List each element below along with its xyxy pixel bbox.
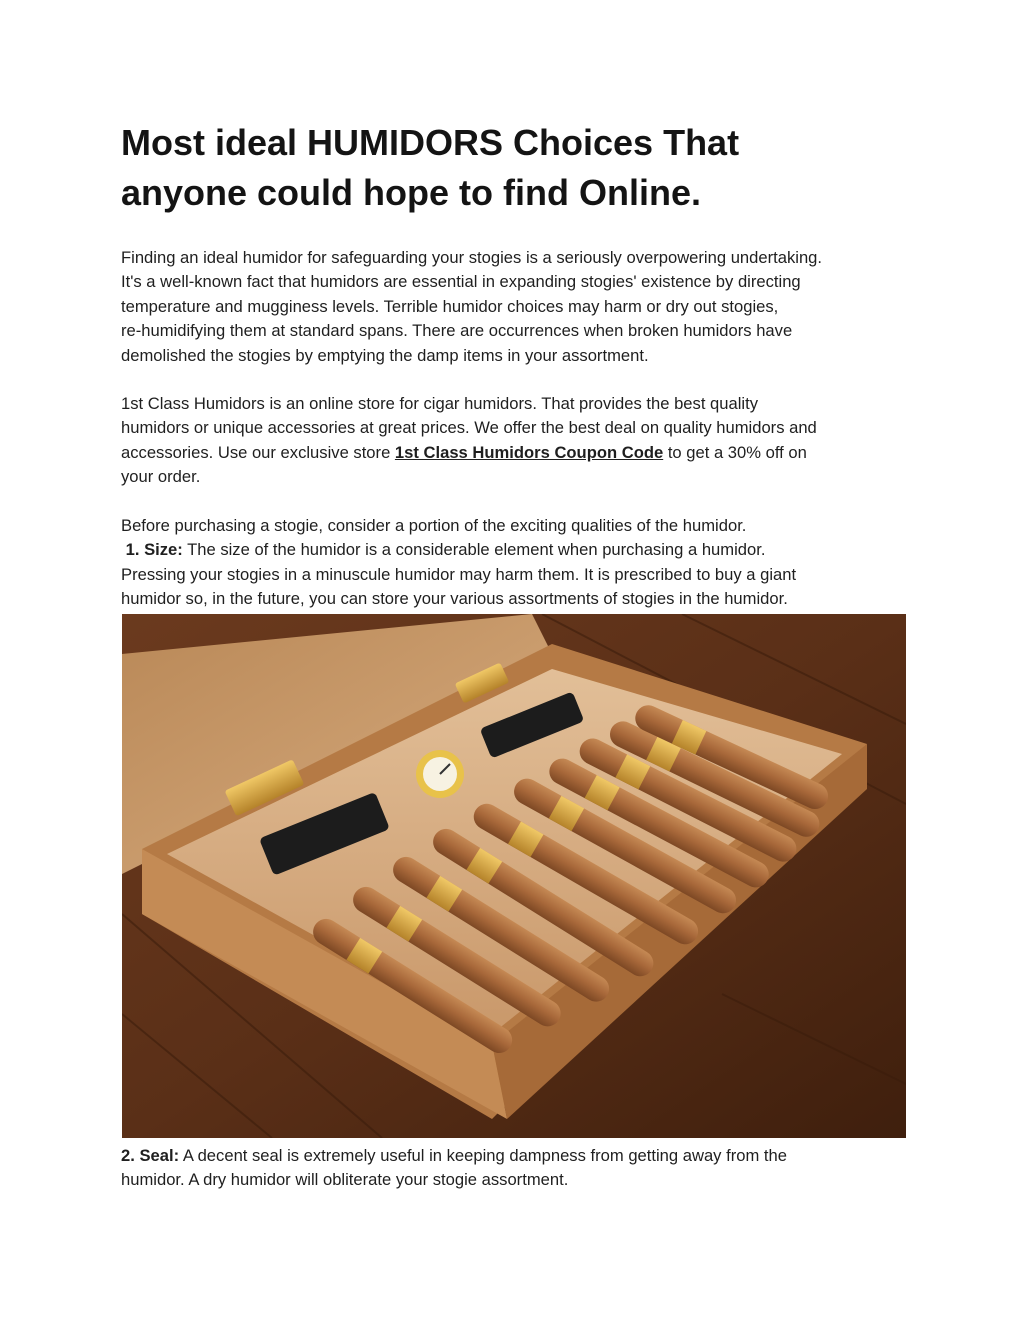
store-line-with-link	[121, 441, 911, 465]
store-line-post: to get a 30% off on	[663, 442, 807, 462]
intro-paragraph	[121, 246, 911, 368]
size-text: The size of the humidor is a considerable element when purchasing a humidor.	[182, 540, 766, 560]
seal-paragraph	[121, 1144, 911, 1193]
store-line-pre: accessories. Use our exclusive store	[121, 442, 395, 462]
humidor-photo	[122, 614, 906, 1138]
size-line: Pressing your stogies in a minuscule humidor may harm them. It is prescribed to buy a giant	[121, 564, 797, 584]
store-paragraph	[121, 392, 911, 490]
intro-line: re-humidifying them at standard spans. There are occurrences when broken humidors have	[121, 321, 793, 341]
intro-line: demolished the stogies by emptying the damp items in your assortment.	[121, 345, 649, 365]
title-line-2: anyone could hope to find Online.	[121, 172, 701, 213]
page-title	[121, 118, 911, 218]
store-line: humidors or unique accessories at great prices. We offer the best deal on quality humidors and	[121, 418, 817, 438]
seal-label: 2. Seal:	[121, 1146, 180, 1165]
humidor-illustration	[122, 614, 906, 1138]
title-line-1: Most ideal HUMIDORS Choices That	[121, 122, 740, 163]
intro-line: temperature and mugginess levels. Terrible humidor choices may harm or dry out stogies,	[121, 296, 779, 316]
size-line: humidor so, in the future, you can store your various assortments of stogies in the humidor.	[121, 589, 788, 609]
store-line: 1st Class Humidors is an online store for cigar humidors. That provides the best quality	[121, 394, 759, 413]
seal-text: A decent seal is extremely useful in keeping dampness from getting away from the	[179, 1146, 787, 1165]
seal-line: humidor. A dry humidor will obliterate your stogie assortment.	[121, 1170, 569, 1190]
coupon-code-link[interactable]: 1st Class Humidors Coupon Code	[394, 442, 664, 462]
qualities-paragraph	[121, 514, 911, 612]
size-label: 1. Size:	[125, 540, 183, 560]
size-line	[121, 538, 911, 562]
intro-line: Finding an ideal humidor for safeguarding your stogies is a seriously overpowering undertaking.	[121, 248, 823, 267]
store-line: your order.	[121, 467, 201, 487]
qualities-intro: Before purchasing a stogie, consider a portion of the exciting qualities of the humidor.	[121, 516, 747, 535]
seal-line	[121, 1144, 911, 1168]
intro-line: It's a well-known fact that humidors are essential in expanding stogies' existence by directing	[121, 272, 801, 292]
